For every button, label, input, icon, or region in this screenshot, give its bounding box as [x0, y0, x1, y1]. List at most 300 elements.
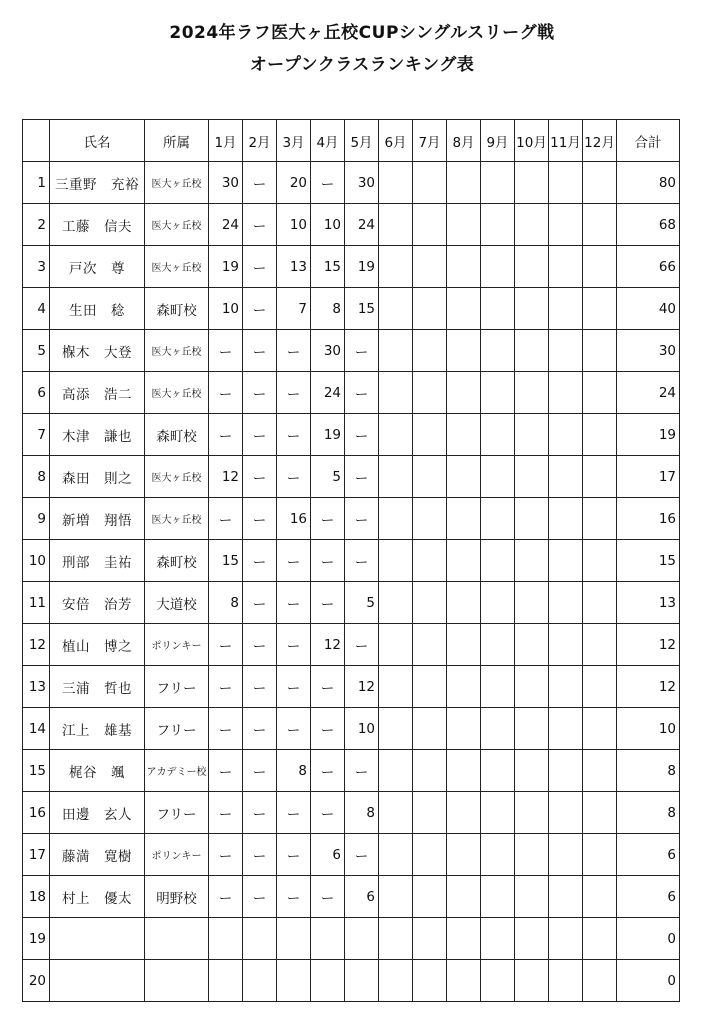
- month-score-10: [515, 624, 549, 666]
- month-score-9: [481, 288, 515, 330]
- month-score-8: [447, 666, 481, 708]
- month-score-8: [447, 540, 481, 582]
- month-score-4: 24: [311, 372, 345, 414]
- month-score-1: ー: [209, 750, 243, 792]
- rank-number: 1: [23, 162, 50, 204]
- player-affiliation: ポリンキー: [145, 834, 209, 876]
- month-score-3: ー: [277, 708, 311, 750]
- month-score-10: [515, 456, 549, 498]
- month-score-11: [549, 876, 583, 918]
- month-score-10: [515, 792, 549, 834]
- rank-number: 19: [23, 918, 50, 960]
- month-score-4: [311, 960, 345, 1002]
- table-row: [23, 876, 680, 918]
- month-score-3: ー: [277, 372, 311, 414]
- month-score-10: [515, 498, 549, 540]
- month-score-7: [413, 792, 447, 834]
- month-score-2: ー: [243, 204, 277, 246]
- month-score-2: ー: [243, 162, 277, 204]
- table-row: [23, 246, 680, 288]
- table-row: [23, 204, 680, 246]
- month-score-1: 24: [209, 204, 243, 246]
- table-row: [23, 582, 680, 624]
- player-name: 工藤 信夫: [50, 204, 145, 246]
- month-score-8: [447, 708, 481, 750]
- month-score-11: [549, 834, 583, 876]
- player-name: 梶谷 颯: [50, 750, 145, 792]
- player-affiliation: フリー: [145, 666, 209, 708]
- month-score-7: [413, 330, 447, 372]
- month-score-5: 12: [345, 666, 379, 708]
- month-score-12: [583, 456, 617, 498]
- month-score-5: 6: [345, 876, 379, 918]
- month-score-10: [515, 876, 549, 918]
- month-score-5: 8: [345, 792, 379, 834]
- month-score-9: [481, 750, 515, 792]
- month-score-10: [515, 204, 549, 246]
- month-score-10: [515, 834, 549, 876]
- month-score-1: ー: [209, 498, 243, 540]
- month-score-12: [583, 414, 617, 456]
- month-score-5: ー: [345, 372, 379, 414]
- table-row: [23, 330, 680, 372]
- month-score-12: [583, 750, 617, 792]
- total-score: 16: [617, 498, 680, 540]
- month-score-7: [413, 162, 447, 204]
- player-affiliation: 医大ヶ丘校: [145, 246, 209, 288]
- month-score-11: [549, 162, 583, 204]
- month-score-2: ー: [243, 498, 277, 540]
- header-month-10: 10月: [515, 120, 549, 162]
- month-score-6: [379, 372, 413, 414]
- player-affiliation: ポリンキー: [145, 624, 209, 666]
- month-score-4: ー: [311, 540, 345, 582]
- month-score-2: ー: [243, 288, 277, 330]
- header-month-5: 5月: [345, 120, 379, 162]
- month-score-12: [583, 498, 617, 540]
- month-score-6: [379, 414, 413, 456]
- month-score-2: ー: [243, 834, 277, 876]
- header-month-3: 3月: [277, 120, 311, 162]
- month-score-4: 8: [311, 288, 345, 330]
- month-score-11: [549, 708, 583, 750]
- month-score-1: ー: [209, 666, 243, 708]
- month-score-7: [413, 582, 447, 624]
- month-score-6: [379, 960, 413, 1002]
- month-score-4: ー: [311, 750, 345, 792]
- total-score: 12: [617, 624, 680, 666]
- month-score-8: [447, 330, 481, 372]
- total-score: 0: [617, 960, 680, 1002]
- month-score-2: ー: [243, 666, 277, 708]
- month-score-10: [515, 918, 549, 960]
- month-score-6: [379, 708, 413, 750]
- header-affiliation: 所属: [145, 120, 209, 162]
- table-row: [23, 288, 680, 330]
- month-score-8: [447, 834, 481, 876]
- month-score-10: [515, 540, 549, 582]
- month-score-12: [583, 372, 617, 414]
- month-score-1: ー: [209, 708, 243, 750]
- total-score: 6: [617, 834, 680, 876]
- month-score-2: ー: [243, 876, 277, 918]
- month-score-9: [481, 834, 515, 876]
- month-score-9: [481, 876, 515, 918]
- month-score-3: ー: [277, 540, 311, 582]
- month-score-3: ー: [277, 876, 311, 918]
- player-affiliation: 森町校: [145, 540, 209, 582]
- month-score-3: ー: [277, 330, 311, 372]
- month-score-2: [243, 960, 277, 1002]
- month-score-5: ー: [345, 456, 379, 498]
- player-name: [50, 918, 145, 960]
- month-score-5: ー: [345, 540, 379, 582]
- month-score-11: [549, 372, 583, 414]
- player-affiliation: 医大ヶ丘校: [145, 330, 209, 372]
- month-score-6: [379, 498, 413, 540]
- month-score-6: [379, 750, 413, 792]
- header-month-6: 6月: [379, 120, 413, 162]
- table-row: [23, 750, 680, 792]
- month-score-11: [549, 456, 583, 498]
- month-score-10: [515, 750, 549, 792]
- month-score-3: ー: [277, 792, 311, 834]
- month-score-8: [447, 372, 481, 414]
- month-score-6: [379, 624, 413, 666]
- month-score-12: [583, 540, 617, 582]
- month-score-12: [583, 204, 617, 246]
- player-affiliation: アカデミー校: [145, 750, 209, 792]
- month-score-11: [549, 666, 583, 708]
- player-affiliation: [145, 918, 209, 960]
- month-score-8: [447, 624, 481, 666]
- month-score-2: ー: [243, 456, 277, 498]
- month-score-11: [549, 498, 583, 540]
- month-score-8: [447, 246, 481, 288]
- rank-number: 17: [23, 834, 50, 876]
- header-month-12: 12月: [583, 120, 617, 162]
- month-score-4: 19: [311, 414, 345, 456]
- month-score-4: 12: [311, 624, 345, 666]
- month-score-12: [583, 288, 617, 330]
- month-score-3: ー: [277, 834, 311, 876]
- player-name: 新増 翔悟: [50, 498, 145, 540]
- month-score-11: [549, 246, 583, 288]
- month-score-6: [379, 288, 413, 330]
- month-score-12: [583, 918, 617, 960]
- month-score-9: [481, 918, 515, 960]
- month-score-2: ー: [243, 750, 277, 792]
- month-score-1: ー: [209, 792, 243, 834]
- month-score-5: 24: [345, 204, 379, 246]
- total-score: 10: [617, 708, 680, 750]
- month-score-7: [413, 456, 447, 498]
- month-score-4: 5: [311, 456, 345, 498]
- month-score-5: 19: [345, 246, 379, 288]
- month-score-1: ー: [209, 330, 243, 372]
- player-name: 村上 優太: [50, 876, 145, 918]
- month-score-5: 5: [345, 582, 379, 624]
- month-score-11: [549, 540, 583, 582]
- month-score-6: [379, 834, 413, 876]
- header-total: 合計: [617, 120, 680, 162]
- month-score-6: [379, 666, 413, 708]
- player-name: 藤満 寛樹: [50, 834, 145, 876]
- month-score-2: [243, 918, 277, 960]
- month-score-6: [379, 246, 413, 288]
- table-row: [23, 162, 680, 204]
- month-score-9: [481, 708, 515, 750]
- total-score: 6: [617, 876, 680, 918]
- month-score-4: 10: [311, 204, 345, 246]
- month-score-9: [481, 330, 515, 372]
- table-row: [23, 414, 680, 456]
- rank-number: 18: [23, 876, 50, 918]
- month-score-2: ー: [243, 708, 277, 750]
- month-score-8: [447, 162, 481, 204]
- player-affiliation: フリー: [145, 708, 209, 750]
- rank-number: 5: [23, 330, 50, 372]
- month-score-9: [481, 540, 515, 582]
- total-score: 30: [617, 330, 680, 372]
- month-score-12: [583, 792, 617, 834]
- month-score-1: [209, 918, 243, 960]
- table-row: [23, 372, 680, 414]
- month-score-10: [515, 582, 549, 624]
- page-title: 2024年ラフ医大ヶ丘校CUPシングルスリーグ戦: [169, 23, 555, 43]
- month-score-10: [515, 372, 549, 414]
- total-score: 0: [617, 918, 680, 960]
- header-no: [23, 120, 50, 162]
- month-score-10: [515, 330, 549, 372]
- rank-number: 14: [23, 708, 50, 750]
- month-score-1: [209, 960, 243, 1002]
- rank-number: 7: [23, 414, 50, 456]
- total-score: 8: [617, 792, 680, 834]
- ranking-table: [22, 119, 680, 1002]
- month-score-2: ー: [243, 624, 277, 666]
- header-month-2: 2月: [243, 120, 277, 162]
- table-row: [23, 456, 680, 498]
- player-name: 三重野 充裕: [50, 162, 145, 204]
- month-score-4: ー: [311, 792, 345, 834]
- month-score-4: ー: [311, 666, 345, 708]
- month-score-5: ー: [345, 750, 379, 792]
- month-score-10: [515, 288, 549, 330]
- player-name: 椺木 大登: [50, 330, 145, 372]
- month-score-1: ー: [209, 624, 243, 666]
- month-score-8: [447, 876, 481, 918]
- month-score-3: ー: [277, 414, 311, 456]
- total-score: 8: [617, 750, 680, 792]
- month-score-6: [379, 330, 413, 372]
- table-header-row: [23, 120, 680, 162]
- month-score-4: [311, 918, 345, 960]
- month-score-11: [549, 960, 583, 1002]
- player-affiliation: 医大ヶ丘校: [145, 204, 209, 246]
- month-score-12: [583, 666, 617, 708]
- header-month-11: 11月: [549, 120, 583, 162]
- month-score-11: [549, 582, 583, 624]
- month-score-7: [413, 540, 447, 582]
- month-score-9: [481, 498, 515, 540]
- rank-number: 20: [23, 960, 50, 1002]
- month-score-8: [447, 498, 481, 540]
- month-score-11: [549, 624, 583, 666]
- month-score-3: 20: [277, 162, 311, 204]
- table-row: [23, 834, 680, 876]
- month-score-8: [447, 288, 481, 330]
- month-score-11: [549, 204, 583, 246]
- month-score-2: ー: [243, 372, 277, 414]
- player-affiliation: 医大ヶ丘校: [145, 162, 209, 204]
- month-score-4: ー: [311, 582, 345, 624]
- header-name: 氏名: [50, 120, 145, 162]
- month-score-10: [515, 960, 549, 1002]
- month-score-5: [345, 960, 379, 1002]
- month-score-1: ー: [209, 834, 243, 876]
- month-score-3: 10: [277, 204, 311, 246]
- month-score-5: ー: [345, 834, 379, 876]
- month-score-4: 30: [311, 330, 345, 372]
- rank-number: 16: [23, 792, 50, 834]
- month-score-12: [583, 876, 617, 918]
- month-score-7: [413, 834, 447, 876]
- month-score-1: 19: [209, 246, 243, 288]
- month-score-11: [549, 750, 583, 792]
- month-score-1: ー: [209, 372, 243, 414]
- player-affiliation: 森町校: [145, 414, 209, 456]
- month-score-7: [413, 750, 447, 792]
- month-score-9: [481, 960, 515, 1002]
- month-score-8: [447, 456, 481, 498]
- month-score-12: [583, 162, 617, 204]
- month-score-3: 16: [277, 498, 311, 540]
- month-score-9: [481, 246, 515, 288]
- total-score: 68: [617, 204, 680, 246]
- month-score-5: 30: [345, 162, 379, 204]
- total-score: 17: [617, 456, 680, 498]
- month-score-7: [413, 624, 447, 666]
- month-score-2: ー: [243, 330, 277, 372]
- month-score-2: ー: [243, 792, 277, 834]
- rank-number: 12: [23, 624, 50, 666]
- month-score-2: ー: [243, 414, 277, 456]
- table-row: [23, 624, 680, 666]
- month-score-1: 30: [209, 162, 243, 204]
- rank-number: 11: [23, 582, 50, 624]
- month-score-4: ー: [311, 876, 345, 918]
- month-score-3: ー: [277, 666, 311, 708]
- total-score: 66: [617, 246, 680, 288]
- month-score-12: [583, 246, 617, 288]
- rank-number: 3: [23, 246, 50, 288]
- player-name: 生田 稔: [50, 288, 145, 330]
- month-score-4: ー: [311, 708, 345, 750]
- month-score-2: ー: [243, 540, 277, 582]
- month-score-9: [481, 624, 515, 666]
- player-name: 田邊 玄人: [50, 792, 145, 834]
- month-score-7: [413, 246, 447, 288]
- month-score-3: [277, 918, 311, 960]
- month-score-12: [583, 582, 617, 624]
- table-row: [23, 666, 680, 708]
- month-score-4: 15: [311, 246, 345, 288]
- table-row: [23, 540, 680, 582]
- rank-number: 8: [23, 456, 50, 498]
- month-score-3: 7: [277, 288, 311, 330]
- player-name: 三浦 哲也: [50, 666, 145, 708]
- month-score-5: ー: [345, 330, 379, 372]
- month-score-11: [549, 414, 583, 456]
- total-score: 13: [617, 582, 680, 624]
- player-name: 安倍 治芳: [50, 582, 145, 624]
- month-score-10: [515, 708, 549, 750]
- month-score-12: [583, 960, 617, 1002]
- table-row: [23, 792, 680, 834]
- month-score-8: [447, 750, 481, 792]
- total-score: 80: [617, 162, 680, 204]
- month-score-5: ー: [345, 624, 379, 666]
- month-score-1: 12: [209, 456, 243, 498]
- month-score-4: ー: [311, 498, 345, 540]
- month-score-10: [515, 162, 549, 204]
- month-score-6: [379, 540, 413, 582]
- month-score-9: [481, 372, 515, 414]
- month-score-9: [481, 162, 515, 204]
- month-score-12: [583, 708, 617, 750]
- month-score-6: [379, 792, 413, 834]
- month-score-7: [413, 876, 447, 918]
- month-score-8: [447, 960, 481, 1002]
- month-score-7: [413, 498, 447, 540]
- month-score-1: 15: [209, 540, 243, 582]
- month-score-3: ー: [277, 624, 311, 666]
- header-month-1: 1月: [209, 120, 243, 162]
- month-score-6: [379, 876, 413, 918]
- month-score-3: 8: [277, 750, 311, 792]
- total-score: 15: [617, 540, 680, 582]
- month-score-5: [345, 918, 379, 960]
- month-score-8: [447, 792, 481, 834]
- rank-number: 2: [23, 204, 50, 246]
- month-score-3: ー: [277, 456, 311, 498]
- month-score-10: [515, 666, 549, 708]
- month-score-10: [515, 246, 549, 288]
- rank-number: 6: [23, 372, 50, 414]
- month-score-9: [481, 456, 515, 498]
- month-score-7: [413, 666, 447, 708]
- month-score-4: ー: [311, 162, 345, 204]
- player-name: [50, 960, 145, 1002]
- month-score-11: [549, 288, 583, 330]
- month-score-8: [447, 582, 481, 624]
- rank-number: 10: [23, 540, 50, 582]
- total-score: 24: [617, 372, 680, 414]
- month-score-1: 8: [209, 582, 243, 624]
- player-affiliation: 明野校: [145, 876, 209, 918]
- month-score-1: ー: [209, 876, 243, 918]
- month-score-10: [515, 414, 549, 456]
- month-score-8: [447, 414, 481, 456]
- month-score-5: 15: [345, 288, 379, 330]
- month-score-7: [413, 414, 447, 456]
- month-score-9: [481, 582, 515, 624]
- month-score-6: [379, 162, 413, 204]
- month-score-12: [583, 834, 617, 876]
- header-month-8: 8月: [447, 120, 481, 162]
- player-affiliation: 医大ヶ丘校: [145, 372, 209, 414]
